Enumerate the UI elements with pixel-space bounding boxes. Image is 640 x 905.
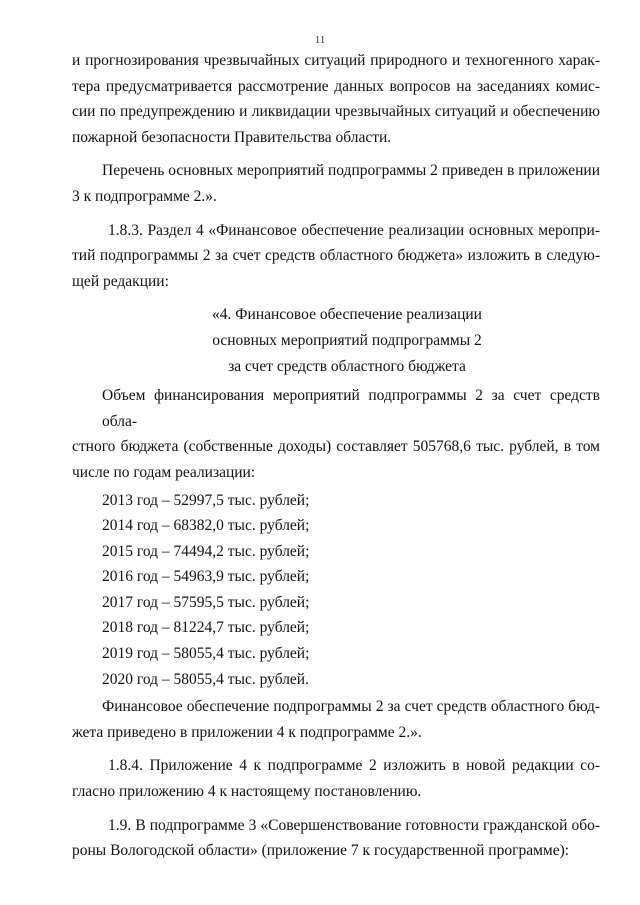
text-line: щей редакции:	[72, 272, 169, 290]
section-title-line: основных мероприятий подпрограммы 2	[212, 331, 482, 349]
section-title-line: «4. Финансовое обеспечение реализации	[212, 306, 482, 324]
paragraph-subprogram-3	[72, 813, 600, 864]
paragraph-funding-volume	[72, 383, 600, 485]
text-line: гласно приложению 4 к настоящему постановлению.	[72, 783, 422, 801]
paragraph-activities-list	[72, 158, 600, 209]
text-line: 1.8.3. Раздел 4 «Финансовое обеспечение реализации основных меропри-	[108, 221, 600, 239]
text-line: числе по годам реализации:	[72, 463, 256, 481]
list-item: 2013 год – 52997,5 тыс. рублей;	[102, 491, 310, 509]
paragraph-financial-support	[72, 694, 600, 745]
document-body	[72, 48, 600, 864]
paragraph-section-4-amendment	[72, 218, 600, 295]
text-line: Финансовое обеспечение подпрограммы 2 за счет средств областного бюд-	[102, 698, 600, 716]
text-line: 1.9. В подпрограмме 3 «Совершенствование готовности гражданской обо-	[108, 816, 600, 834]
text-line: пожарной безопасности Правительства области.	[72, 128, 392, 146]
list-item: 2017 год – 57595,5 тыс. рублей;	[102, 593, 310, 611]
text-line: Объем финансирования мероприятий подпрограммы 2 за счет средств обла-	[102, 387, 600, 430]
text-line: тера предусматривается рассмотрение данных вопросов на заседаниях комис-	[72, 77, 600, 95]
list-item: 2015 год – 74494,2 тыс. рублей;	[102, 542, 310, 560]
text-line: Перечень основных мероприятий подпрограммы 2 приведен в приложении	[102, 162, 600, 180]
page-number: 11	[314, 34, 326, 46]
list-item: 2019 год – 58055,4 тыс. рублей;	[102, 645, 310, 663]
list-item: 2018 год – 81224,7 тыс. рублей;	[102, 619, 310, 637]
text-line: 1.8.4. Приложение 4 к подпрограмме 2 изложить в новой редакции со-	[108, 757, 600, 775]
text-line: сии по предупреждению и ликвидации чрезвычайных ситуаций и обеспечению	[72, 103, 600, 121]
text-line: стного бюджета (собственные доходы) составляет 505768,6 тыс. рублей, в том	[72, 438, 600, 456]
text-line: тий подпрограммы 2 за счет средств областного бюджета» изложить в следую-	[72, 247, 600, 265]
list-item: 2020 год – 58055,4 тыс. рублей.	[102, 670, 309, 688]
paragraph-annex-4-amendment	[72, 753, 600, 804]
text-line: и прогнозирования чрезвычайных ситуаций природного и техногенного харак-	[72, 52, 600, 69]
paragraph-emergency-review	[72, 48, 600, 150]
section-title	[72, 302, 600, 379]
list-item: 2016 год – 54963,9 тыс. рублей;	[102, 568, 310, 586]
text-line: роны Вологодской области» (приложение 7 к государственной программе):	[72, 842, 570, 860]
text-line: жета приведено в приложении 4 к подпрограмме 2.».	[72, 723, 422, 741]
text-line: 3 к подпрограмме 2.».	[72, 187, 217, 205]
list-item: 2014 год – 68382,0 тыс. рублей;	[102, 517, 310, 535]
section-title-line: за счет средств областного бюджета	[228, 357, 466, 375]
funding-by-year-list	[72, 488, 600, 693]
